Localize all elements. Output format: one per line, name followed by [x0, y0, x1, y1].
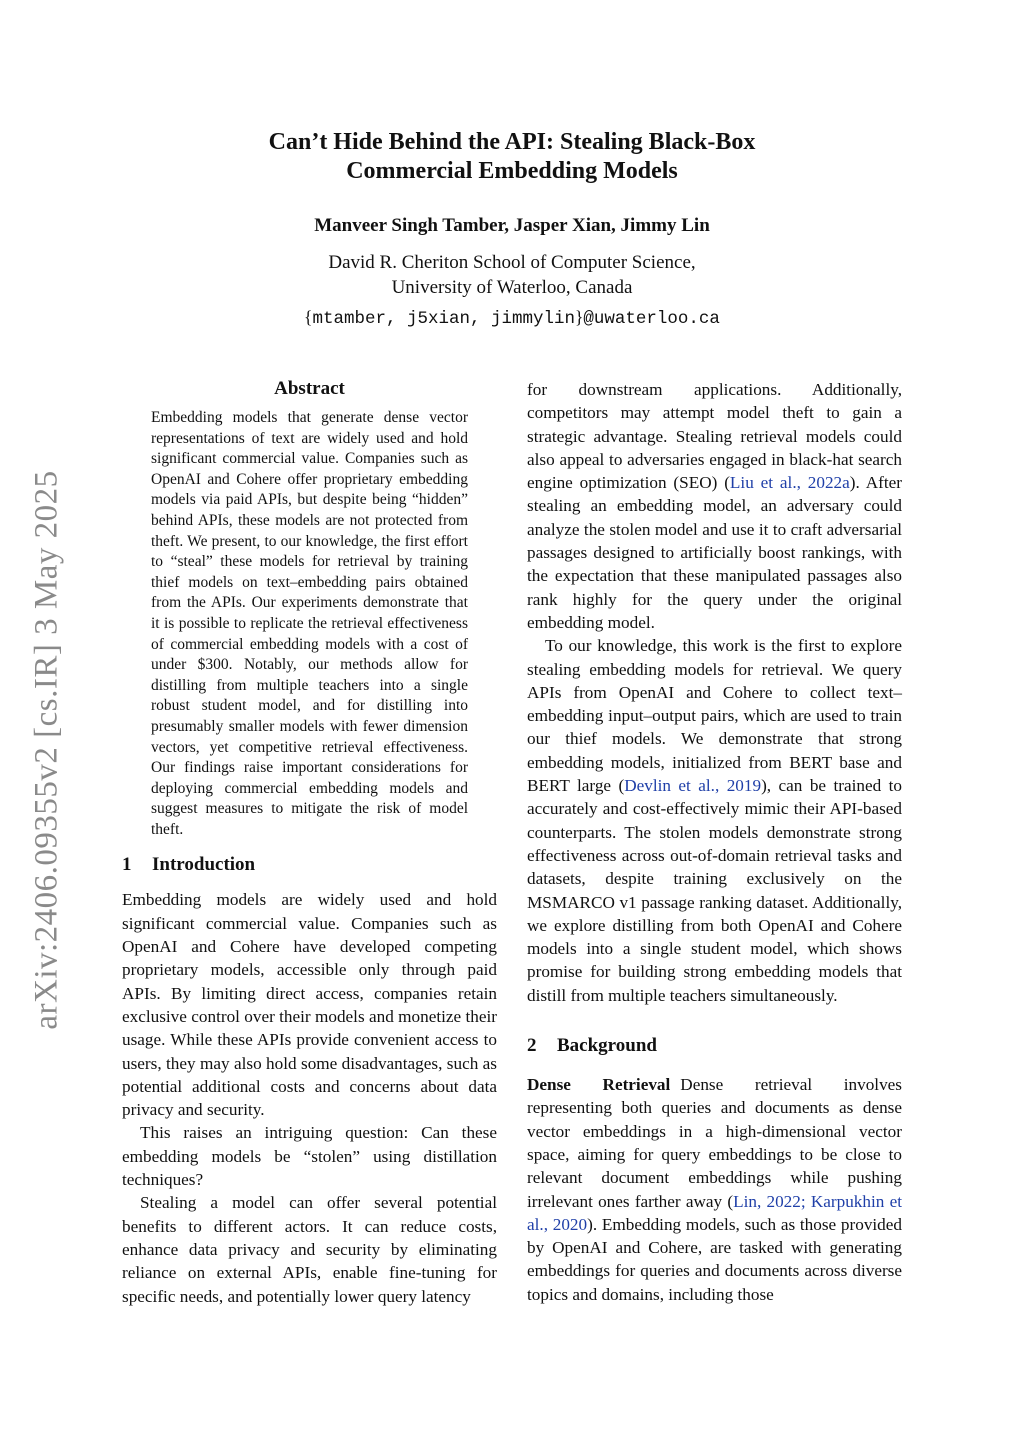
abstract-heading: Abstract	[274, 378, 345, 399]
intro-paragraph-2: This raises an intriguing question: Can these embedding models be “stolen” using distillation techniques?	[122, 1123, 497, 1190]
email-usernames: mtamber, j5xian, jimmylin	[312, 309, 575, 329]
p3-text-a: for downstream applications. Additionally, competitors may attempt model theft to gain a strategic advantage. Stealing retrieval models could also appeal to adversaries engaged in black-hat search engine optimization (SEO) (	[527, 380, 902, 493]
citation-link[interactable]: Lin, 2022; Karpukhin et al., 2020	[527, 1191, 903, 1234]
left-column	[122, 378, 497, 1308]
right-column	[527, 378, 902, 1306]
affiliation-line-1: David R. Cheriton School of Computer Science,	[328, 252, 696, 273]
p4-text-a: To our knowledge, this work is the first to explore stealing embedding models for retrieval. We query APIs from OpenAI and Cohere to collect text–embedding input–output pairs, which are used to train our thief models. We demonstrate that strong embedding models, initialized from BERT base and BERT large (	[527, 636, 902, 796]
email-brace-close: }	[575, 307, 584, 327]
arxiv-id-text: arXiv:2406.09355v2 [cs.IR] 3 May 2025	[28, 470, 65, 1030]
affiliation-line-2: University of Waterloo, Canada	[391, 277, 633, 298]
paper-title	[200, 128, 824, 186]
intro-section-title: Introduction	[152, 854, 256, 876]
intro-section-number: 1	[122, 854, 132, 876]
citation-link[interactable]: Liu et al., 2022a	[729, 473, 850, 493]
bg-text-a: Dense retrieval involves representing both queries and documents as dense vector embeddings in a high-dimensional vector space, aiming for query embeddings to be close to relevant document embeddings while pushing irrelevant ones farther away (	[527, 1075, 902, 1211]
intro-heading	[122, 854, 497, 876]
email-brace-open: {	[304, 307, 313, 327]
abstract-text: Embedding models that generate dense vector representations of text are widely used and hold significant commercial value. Companies such as OpenAI and Cohere offer proprietary embedding models via paid APIs, but despite being “hidden” behind APIs, these models are not protected from theft. We present, to our knowledge, the first effort to “steal” these models for retrieval by training thief models on text–embedding pairs obtained from the APIs. Our experiments demonstrate that it is possible to replicate the retrieval effectiveness of commercial embedding models with a cost of under $300. Notably, our methods allow for distilling from multiple teachers into a single robust student model, and for distilling into presumably smaller models with fewer dimension vectors, yet competitive retrieval effectiveness. Our findings raise important considerations for deploying commercial embedding models and suggest measures to mitigate the risk of model theft.	[151, 409, 468, 838]
background-paragraph	[527, 1073, 902, 1306]
email-domain: @uwaterloo.ca	[583, 309, 720, 329]
background-section-title: Background	[557, 1035, 657, 1057]
intro-paragraph-4	[527, 634, 902, 1007]
author-emails	[200, 307, 824, 329]
background-section-number: 2	[527, 1035, 537, 1057]
p3-text-b: ). After stealing an embedding model, an adversary could analyze the stolen model and use it to craft adversarial passages designed to artificially boost rankings, with the expectation that these manipulated passages also rank highly for the query under the original embedding model.	[527, 473, 902, 632]
intro-paragraph-3: Stealing a model can offer several potential benefits to different actors. It can reduce costs, enhance data privacy and security by eliminating reliance on external APIs, enable fine-tuning for specific needs, and potentially lower query latency	[122, 1193, 497, 1306]
title-line-1: Can’t Hide Behind the API: Stealing Black-Box	[268, 129, 756, 155]
bg-text-b: ). Embedding models, such as those provided by OpenAI and Cohere, are tasked with generating embeddings for queries and documents across diverse topics and domains, including those	[527, 1214, 903, 1304]
intro-paragraph-3-continued	[527, 378, 902, 634]
intro-paragraph-1: Embedding models are widely used and hold significant commercial value. Companies such as OpenAI and Cohere have developed competing proprietary models, accessible only through paid APIs. By limiting direct access, companies retain exclusive control over their models and monetize their usage. While these APIs provide convenient access to users, they may also hold some disadvantages, such as potential additional costs and concerns about data privacy and security.	[122, 890, 497, 1120]
author-list: Manveer Singh Tamber, Jasper Xian, Jimmy Lin	[314, 215, 710, 236]
title-line-2: Commercial Embedding Models	[346, 158, 678, 184]
arxiv-identifier	[12, 460, 82, 1040]
citation-link[interactable]: Devlin et al., 2019	[624, 776, 762, 796]
dense-retrieval-runin-heading: Dense Retrieval	[527, 1075, 671, 1095]
affiliation	[200, 250, 824, 300]
background-heading	[527, 1035, 902, 1057]
p4-text-b: ), can be trained to accurately and cost-effectively mimic their API-based counterparts. The stolen models demonstrate strong effectiveness across out-of-domain retrieval tasks and datasets, despite training exclusively on the MSMARCO v1 passage ranking dataset. Additionally, we explore distilling from both OpenAI and Cohere models into a single student model, which shows promise for building strong embedding models that distill from multiple teachers simultaneously.	[527, 776, 902, 1005]
